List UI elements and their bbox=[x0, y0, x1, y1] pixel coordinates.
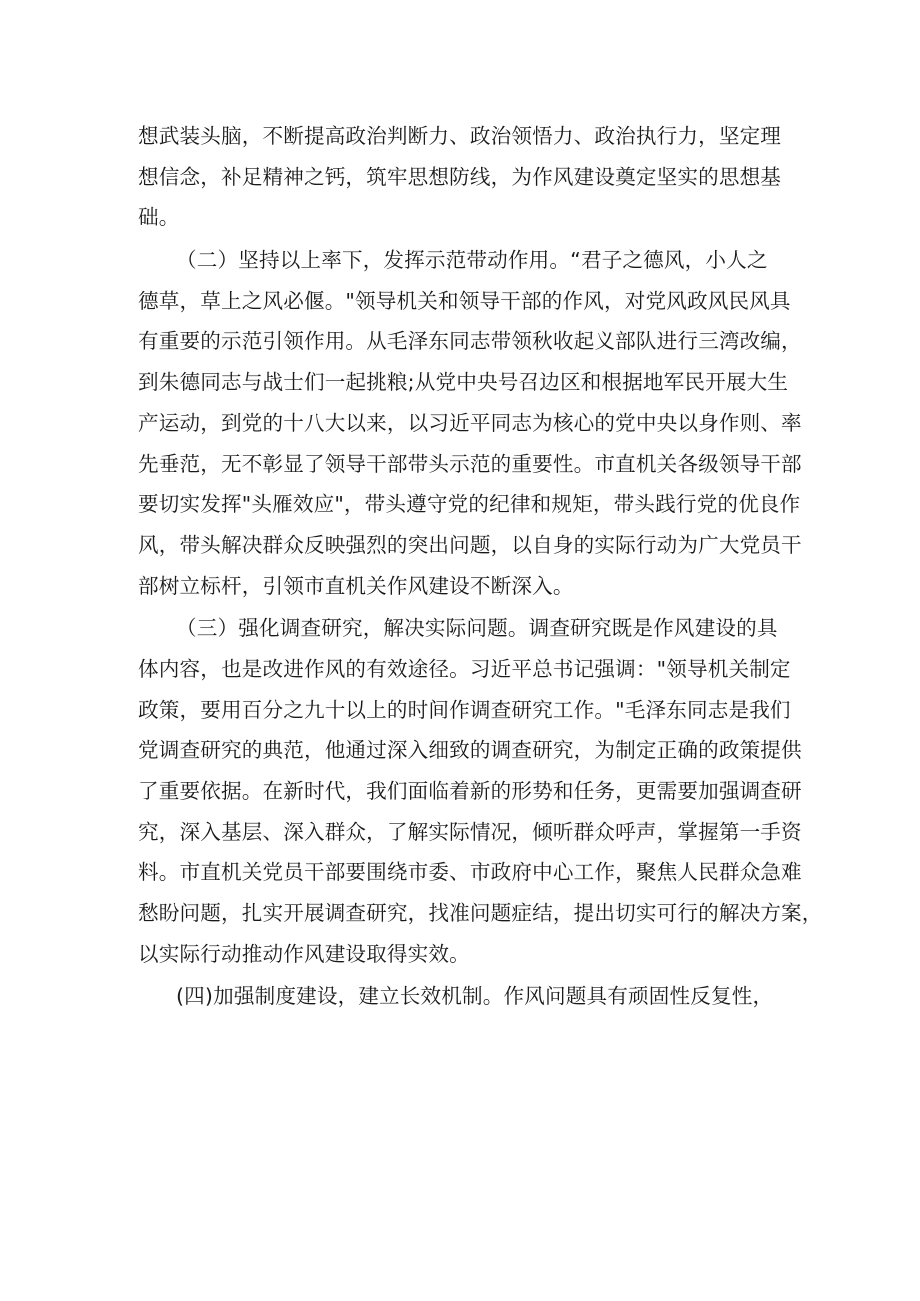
paragraph-section-3 bbox=[138, 608, 823, 974]
paragraph-line: 想信念，补足精神之钙，筑牢思想防线，为作风建设奠定坚实的思想基 bbox=[138, 164, 782, 189]
document-body bbox=[138, 116, 823, 1017]
paragraph-line: 德草，草上之风必偃。"领导机关和领导干部的作风，对党风政风民风具 bbox=[138, 288, 791, 313]
paragraph-line: 政策，要用百分之九十以上的时间作调查研究工作。"毛泽东同志是我们 bbox=[138, 697, 791, 722]
paragraph-section-2 bbox=[138, 240, 802, 606]
paragraph-line: （三）强化调查研究，解决实际问题。调查研究既是作风建设的具 bbox=[176, 616, 778, 641]
paragraph-line: 先垂范，无不彰显了领导干部带头示范的重要性。市直机关各级领导干部 bbox=[138, 451, 802, 476]
paragraph-line: 产运动，到党的十八大以来，以习近平同志为核心的党中央以身作则、率 bbox=[138, 410, 802, 435]
paragraph-line: 想武装头脑，不断提高政治判断力、政治领悟力、政治执行力，坚定理 bbox=[138, 124, 782, 148]
paragraph-line: 愁盼问题，扎实开展调查研究，找准问题症结，提出切实可行的解决方案， bbox=[138, 901, 823, 926]
paragraph-line: 要切实发挥"头雁效应"，带头遵守党的纪律和规矩，带头践行党的优良作 bbox=[138, 492, 801, 517]
paragraph-intro-continuation bbox=[138, 116, 788, 238]
paragraph-line: 风，带头解决群众反映强烈的突出问题，以自身的实际行动为广大党员干 bbox=[138, 532, 802, 557]
paragraph-line: 体内容，也是改进作风的有效途径。习近平总书记强调："领导机关制定 bbox=[138, 656, 791, 681]
paragraph-line: 究，深入基层、深入群众，了解实际情况，倾听群众呼声，掌握第一手资 bbox=[138, 819, 802, 844]
paragraph-line: 础。 bbox=[138, 205, 180, 230]
paragraph-line: 料。市直机关党员干部要围绕市委、市政府中心工作，聚焦人民群众急难 bbox=[138, 860, 802, 885]
paragraph-line: （二）坚持以上率下，发挥示范带动作用。“君子之德风，小人之 bbox=[176, 248, 768, 273]
paragraph-section-4 bbox=[138, 976, 788, 1017]
paragraph-line: 部树立标杆，引领市直机关作风建设不断深入。 bbox=[138, 573, 574, 598]
paragraph-line: 到朱德同志与战士们一起挑粮;从党中央号召边区和根据地军民开展大生 bbox=[138, 370, 789, 395]
paragraph-line: 以实际行动推动作风建设取得实效。 bbox=[138, 941, 470, 966]
paragraph-line: 了重要依据。在新时代，我们面临着新的形势和任务，更需要加强调查研 bbox=[138, 779, 802, 803]
paragraph-line: (四)加强制度建设，建立长效机制。作风问题具有顽固性反复性， bbox=[176, 984, 774, 1009]
paragraph-line: 党调查研究的典范，他通过深入细致的调查研究，为制定正确的政策提供 bbox=[138, 738, 802, 763]
paragraph-line: 有重要的示范引领作用。从毛泽东同志带领秋收起义部队进行三湾改编， bbox=[138, 329, 802, 354]
